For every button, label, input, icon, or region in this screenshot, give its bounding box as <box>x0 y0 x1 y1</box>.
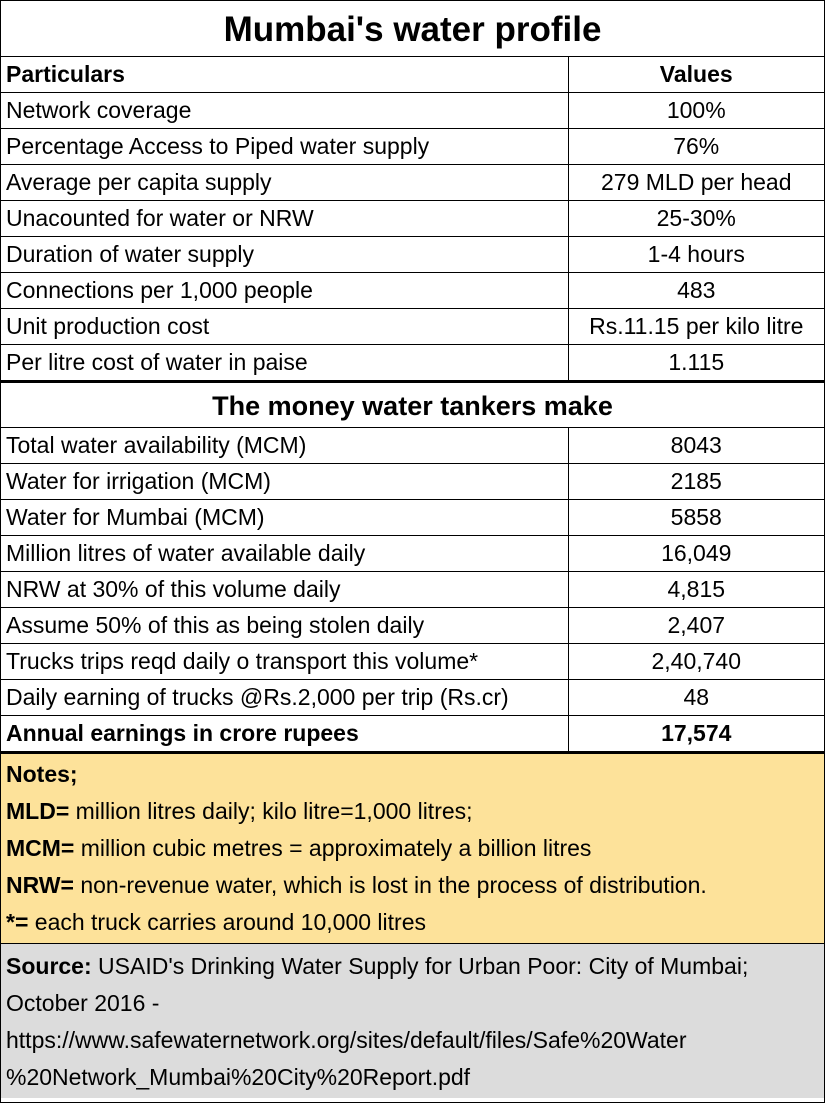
row-value: 76% <box>568 129 824 165</box>
table-row <box>1 273 824 309</box>
source-line <box>6 948 819 985</box>
source-url: %20Network_Mumbai%20City%20Report.pdf <box>6 1064 471 1090</box>
note-term: *= <box>6 909 29 935</box>
source-panel <box>1 944 824 1098</box>
note-item <box>6 793 819 830</box>
source-line: October 2016 - <box>6 990 160 1016</box>
table-row <box>1 93 824 129</box>
row-value: 2,407 <box>568 608 824 644</box>
row-label: Per litre cost of water in paise <box>1 345 568 381</box>
note-item <box>6 830 819 867</box>
table-row <box>1 309 824 345</box>
table-header-row <box>1 57 824 93</box>
total-value: 17,574 <box>568 716 824 752</box>
row-label: Duration of water supply <box>1 237 568 273</box>
page-title: Mumbai's water profile <box>1 1 824 57</box>
row-value: 279 MLD per head <box>568 165 824 201</box>
row-label: Trucks trips reqd daily o transport this volume* <box>1 644 568 680</box>
table-row <box>1 201 824 237</box>
row-value: 8043 <box>568 428 824 464</box>
row-value: 483 <box>568 273 824 309</box>
row-value: 25-30% <box>568 201 824 237</box>
note-text: million litres daily; kilo litre=1,000 litres; <box>69 798 473 824</box>
note-text: non-revenue water, which is lost in the process of distribution. <box>73 872 707 898</box>
row-label: Million litres of water available daily <box>1 536 568 572</box>
row-value: 1-4 hours <box>568 237 824 273</box>
table-row <box>1 165 824 201</box>
note-term: NRW= <box>6 872 74 898</box>
row-value: Rs.11.15 per kilo litre <box>568 309 824 345</box>
row-label: Daily earning of trucks @Rs.2,000 per trip (Rs.cr) <box>1 680 568 716</box>
total-label: Annual earnings in crore rupees <box>1 716 568 752</box>
table-row <box>1 129 824 165</box>
notes-panel <box>1 752 824 944</box>
row-value: 5858 <box>568 500 824 536</box>
row-label: Connections per 1,000 people <box>1 273 568 309</box>
row-value: 4,815 <box>568 572 824 608</box>
table-row <box>1 464 824 500</box>
note-text: each truck carries around 10,000 litres <box>28 909 426 935</box>
row-label: Unacounted for water or NRW <box>1 201 568 237</box>
row-value: 100% <box>568 93 824 129</box>
row-label: Unit production cost <box>1 309 568 345</box>
row-value: 1.115 <box>568 345 824 381</box>
particulars-header: Particulars <box>1 57 568 93</box>
row-label: Average per capita supply <box>1 165 568 201</box>
table-row <box>1 345 824 381</box>
table-row <box>1 680 824 716</box>
row-label: Assume 50% of this as being stolen daily <box>1 608 568 644</box>
values-header: Values <box>568 57 824 93</box>
table-row <box>1 428 824 464</box>
note-term: MLD= <box>6 798 70 824</box>
profile-table <box>1 57 824 381</box>
note-term: MCM= <box>6 835 75 861</box>
row-value: 2,40,740 <box>568 644 824 680</box>
note-item <box>6 904 819 941</box>
table-row <box>1 608 824 644</box>
row-value: 16,049 <box>568 536 824 572</box>
table-row <box>1 500 824 536</box>
table-row <box>1 572 824 608</box>
source-text: USAID's Drinking Water Supply for Urban Poor: City of Mumbai; <box>91 953 749 979</box>
row-label: Water for irrigation (MCM) <box>1 464 568 500</box>
section-title: The money water tankers make <box>1 381 824 428</box>
row-value: 48 <box>568 680 824 716</box>
table-row <box>1 644 824 680</box>
note-text: million cubic metres = approximately a billion litres <box>74 835 592 861</box>
row-label: Percentage Access to Piped water supply <box>1 129 568 165</box>
tanker-table <box>1 428 824 752</box>
notes-heading: Notes; <box>6 761 78 787</box>
table-row <box>1 237 824 273</box>
source-url: https://www.safewaternetwork.org/sites/default/files/Safe%20Water <box>6 1027 687 1053</box>
row-label: NRW at 30% of this volume daily <box>1 572 568 608</box>
row-value: 2185 <box>568 464 824 500</box>
row-label: Network coverage <box>1 93 568 129</box>
row-label: Water for Mumbai (MCM) <box>1 500 568 536</box>
total-row <box>1 716 824 752</box>
source-label: Source: <box>6 953 92 979</box>
table-row <box>1 536 824 572</box>
note-item <box>6 867 819 904</box>
row-label: Total water availability (MCM) <box>1 428 568 464</box>
